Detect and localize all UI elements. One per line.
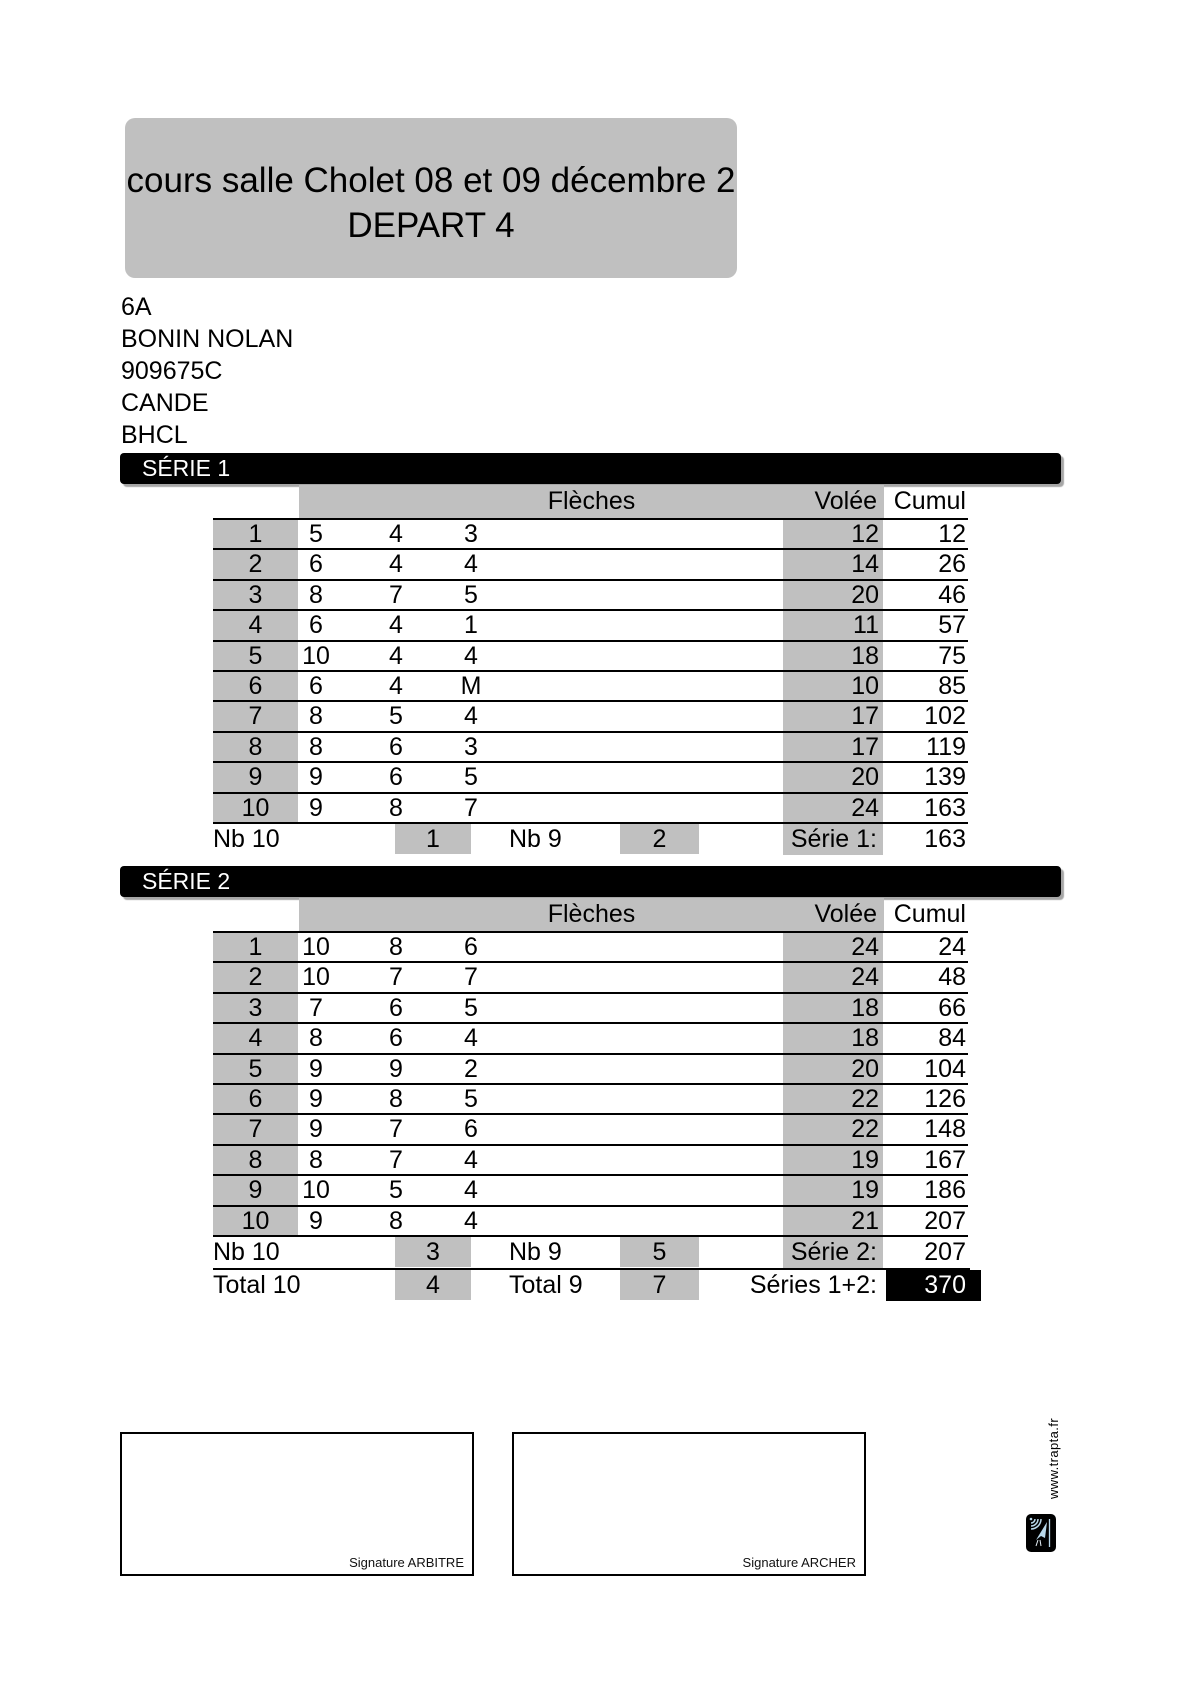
arrow-2: 4 (389, 671, 403, 700)
serie2-header-volee: Volée (814, 900, 877, 928)
end-number: 7 (248, 1115, 263, 1144)
score-row (213, 933, 968, 963)
serie2-nb10-label: Nb 10 (213, 1238, 280, 1266)
trapta-website-text: www.trapta.fr (1046, 1417, 1061, 1499)
arrow-3: 5 (464, 1084, 478, 1113)
cumul-total: 167 (924, 1145, 966, 1174)
cumul-total: 163 (924, 793, 966, 822)
serie2-header-cumul: Cumul (893, 900, 966, 928)
volee-total: 21 (851, 1206, 879, 1235)
arrow-1: 9 (309, 763, 323, 792)
arrow-1: 9 (309, 1115, 323, 1144)
arrow-2: 4 (389, 550, 403, 579)
arrow-2: 8 (389, 1206, 403, 1235)
score-row (213, 1146, 968, 1176)
series-sum-value: 370 (886, 1270, 981, 1301)
score-row (213, 1115, 968, 1145)
score-row (213, 1055, 968, 1085)
volee-total: 11 (853, 611, 879, 640)
arrow-3: 1 (464, 611, 478, 640)
arrow-1: 8 (309, 1145, 323, 1174)
end-number: 5 (248, 1054, 263, 1083)
arrow-2: 8 (389, 1084, 403, 1113)
cumul-total: 66 (938, 993, 966, 1022)
referee-signature-box (120, 1432, 474, 1576)
cumul-total: 102 (924, 702, 966, 731)
cumul-total: 46 (938, 580, 966, 609)
arrow-3: 3 (464, 732, 478, 761)
serie1-table-body (213, 520, 968, 824)
serie1-header-cumul: Cumul (893, 487, 966, 515)
volee-total: 17 (851, 732, 879, 761)
volee-total: 24 (851, 793, 879, 822)
arrow-1: 10 (302, 641, 330, 670)
score-row (213, 1176, 968, 1206)
total9-label: Total 9 (509, 1271, 583, 1299)
arrow-2: 7 (389, 1145, 403, 1174)
volee-total: 24 (851, 933, 879, 961)
score-row (213, 702, 968, 732)
score-row (213, 1085, 968, 1115)
arrow-3: 4 (464, 1176, 478, 1205)
cumul-total: 48 (938, 963, 966, 992)
end-number: 1 (248, 933, 263, 961)
serie2-nb10-value: 3 (395, 1237, 471, 1267)
score-row (213, 611, 968, 641)
arrow-1: 5 (309, 520, 323, 548)
arrow-3: 6 (464, 933, 478, 961)
volee-total: 20 (851, 580, 879, 609)
serie1-header-volee: Volée (814, 487, 877, 515)
score-row (213, 963, 968, 993)
arrow-3: 7 (464, 963, 478, 992)
end-number: 5 (248, 641, 263, 670)
arrow-1: 6 (309, 671, 323, 700)
arrow-3: 4 (464, 1024, 478, 1053)
serie2-nb9-label: Nb 9 (509, 1238, 562, 1266)
arrow-2: 7 (389, 963, 403, 992)
score-row (213, 1207, 968, 1237)
volee-total: 17 (851, 702, 879, 731)
serie1-banner: SÉRIE 1 (120, 453, 1061, 484)
arrow-2: 4 (389, 611, 403, 640)
arrow-2: 9 (389, 1054, 403, 1083)
arrow-2: 7 (389, 1115, 403, 1144)
event-title-box (125, 118, 737, 278)
serie1-section (0, 453, 1190, 863)
arrow-1: 10 (302, 933, 330, 961)
score-row (213, 1024, 968, 1054)
arrow-2: 6 (389, 732, 403, 761)
score-row (213, 550, 968, 580)
target-number: 6A (121, 293, 152, 321)
arrow-1: 9 (309, 1084, 323, 1113)
serie1-nb9-label: Nb 9 (509, 825, 562, 853)
arrow-2: 7 (389, 580, 403, 609)
end-number: 9 (248, 1176, 263, 1205)
series-sum-label: Séries 1+2: (749, 1271, 877, 1299)
serie1-header-fleches: Flèches (547, 487, 636, 515)
volee-total: 18 (851, 1024, 879, 1053)
end-number: 4 (248, 1024, 263, 1053)
arrow-1: 9 (309, 1206, 323, 1235)
total10-value: 4 (395, 1270, 471, 1300)
serie1-footer-row (0, 824, 1190, 855)
volee-total: 22 (851, 1084, 879, 1113)
score-row (213, 520, 968, 550)
volee-total: 10 (851, 671, 879, 700)
archer-info (121, 291, 293, 451)
volee-total: 18 (851, 641, 879, 670)
score-row (213, 581, 968, 611)
arrow-1: 6 (309, 611, 323, 640)
arrow-2: 4 (389, 641, 403, 670)
arrow-1: 10 (302, 1176, 330, 1205)
arrow-3: 4 (464, 702, 478, 731)
end-number: 7 (248, 702, 263, 731)
arrow-2: 6 (389, 763, 403, 792)
arrow-3: 4 (464, 550, 478, 579)
referee-signature-label: Signature ARBITRE (349, 1555, 464, 1570)
volee-total: 22 (851, 1115, 879, 1144)
serie1-nb9-value: 2 (620, 824, 699, 854)
volee-total: 20 (851, 1054, 879, 1083)
archer-signature-label: Signature ARCHER (742, 1555, 856, 1570)
club-name: CANDE (121, 389, 209, 417)
end-number: 10 (241, 793, 270, 822)
end-number: 6 (248, 671, 263, 700)
cumul-total: 26 (938, 550, 966, 579)
serie1-total-label: Série 1: (790, 825, 877, 853)
volee-total: 18 (851, 993, 879, 1022)
volee-total: 19 (851, 1176, 879, 1205)
arrow-3: 2 (464, 1054, 478, 1083)
score-row (213, 763, 968, 793)
cumul-total: 119 (926, 732, 966, 761)
end-number: 8 (248, 1145, 263, 1174)
serie2-footer-row (0, 1237, 1190, 1268)
cumul-total: 186 (924, 1176, 966, 1205)
cumul-total: 139 (924, 763, 966, 792)
cumul-total: 126 (924, 1084, 966, 1113)
arrow-2: 8 (389, 793, 403, 822)
cumul-total: 148 (924, 1115, 966, 1144)
serie1-nb10-value: 1 (395, 824, 471, 854)
cumul-total: 57 (938, 611, 966, 640)
arrow-3: 4 (464, 1145, 478, 1174)
license-number: 909675C (121, 357, 223, 385)
arrow-2: 4 (389, 520, 403, 548)
cumul-total: 24 (938, 933, 966, 961)
arrow-1: 8 (309, 732, 323, 761)
score-row (213, 794, 968, 824)
arrow-2: 5 (389, 1176, 403, 1205)
arrow-3: 4 (464, 1206, 478, 1235)
category-code: BHCL (121, 421, 188, 449)
serie2-header-fleches: Flèches (547, 900, 636, 928)
total9-value: 7 (620, 1270, 699, 1300)
trapta-logo-svg (1026, 1514, 1056, 1552)
arrow-1: 6 (309, 550, 323, 579)
arrow-1: 9 (309, 793, 323, 822)
cumul-total: 104 (924, 1054, 966, 1083)
score-row (213, 642, 968, 672)
score-row (213, 733, 968, 763)
volee-total: 24 (851, 963, 879, 992)
serie2-total-value: 207 (924, 1238, 966, 1266)
serie1-total-value: 163 (924, 825, 966, 853)
end-number: 4 (248, 611, 263, 640)
end-number: 1 (248, 520, 263, 548)
serie2-nb9-value: 5 (620, 1237, 699, 1267)
end-number: 10 (241, 1206, 270, 1235)
end-number: 8 (248, 732, 263, 761)
arrow-3: 6 (464, 1115, 478, 1144)
arrow-3: 5 (464, 993, 478, 1022)
cumul-total: 75 (938, 641, 966, 670)
arrow-1: 7 (309, 993, 323, 1022)
serie2-total-label: Série 2: (790, 1238, 877, 1266)
grand-total-row (0, 1270, 1190, 1301)
volee-total: 19 (851, 1145, 879, 1174)
end-number: 2 (248, 550, 263, 579)
score-row (213, 672, 968, 702)
arrow-3: 7 (464, 793, 478, 822)
arrow-2: 6 (389, 1024, 403, 1053)
arrow-1: 8 (309, 702, 323, 731)
event-depart: DEPART 4 (347, 206, 515, 245)
serie2-section (0, 866, 1190, 1306)
end-number: 6 (248, 1084, 263, 1113)
score-row (213, 994, 968, 1024)
arrow-3: M (460, 671, 482, 700)
arrow-2: 8 (389, 933, 403, 961)
serie1-nb10-label: Nb 10 (213, 825, 280, 853)
end-number: 3 (248, 580, 263, 609)
total10-label: Total 10 (213, 1271, 301, 1299)
arrow-1: 8 (309, 580, 323, 609)
end-number: 9 (248, 763, 263, 792)
arrow-2: 6 (389, 993, 403, 1022)
trapta-logo-icon (1026, 1514, 1056, 1552)
event-title: cours salle Cholet 08 et 09 décembre 2 (126, 161, 736, 200)
cumul-total: 12 (938, 520, 966, 548)
arrow-3: 5 (464, 580, 478, 609)
cumul-total: 207 (924, 1206, 966, 1235)
archer-signature-box (512, 1432, 866, 1576)
arrow-1: 9 (309, 1054, 323, 1083)
arrow-3: 3 (464, 520, 478, 548)
cumul-total: 84 (938, 1024, 966, 1053)
arrow-2: 5 (389, 702, 403, 731)
volee-total: 14 (851, 550, 879, 579)
arrow-1: 8 (309, 1024, 323, 1053)
arrow-1: 10 (302, 963, 330, 992)
arrow-3: 5 (464, 763, 478, 792)
volee-total: 12 (851, 520, 879, 548)
end-number: 3 (248, 993, 263, 1022)
end-number: 2 (248, 963, 263, 992)
volee-total: 20 (851, 763, 879, 792)
cumul-total: 85 (938, 671, 966, 700)
arrow-3: 4 (464, 641, 478, 670)
serie2-banner: SÉRIE 2 (120, 866, 1061, 897)
serie2-table-body (213, 933, 968, 1237)
archer-name: BONIN NOLAN (121, 325, 294, 353)
